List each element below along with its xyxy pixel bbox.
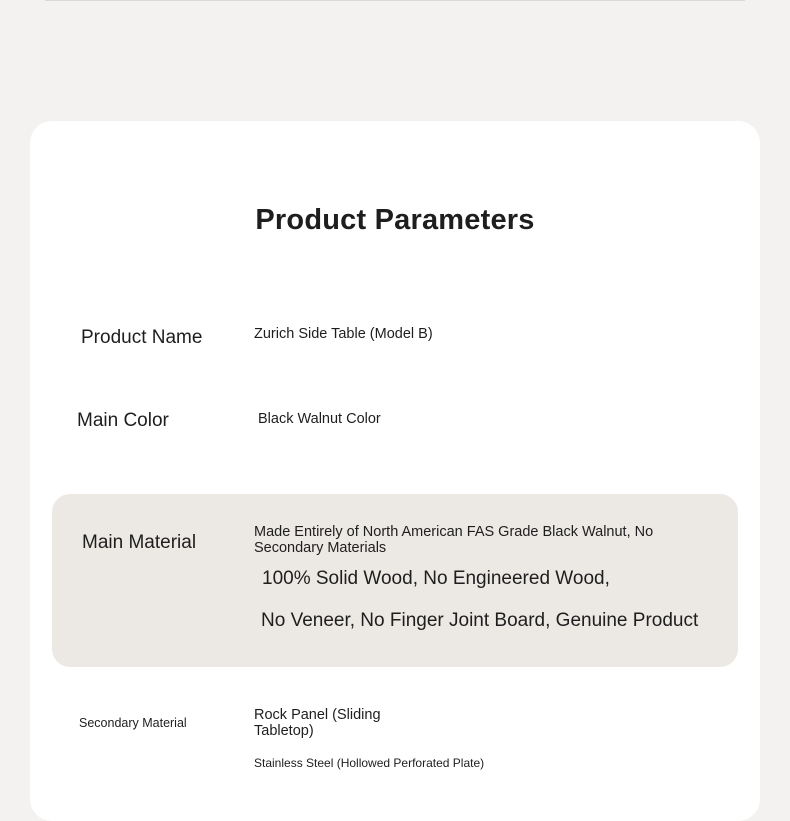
main-color-label: Main Color xyxy=(77,410,169,431)
main-material-description: Made Entirely of North American FAS Grade Black Walnut, No Secondary Materials xyxy=(254,524,654,556)
secondary-material-value-1: Rock Panel (Sliding Tabletop) xyxy=(254,707,381,739)
main-color-value: Black Walnut Color xyxy=(258,411,381,427)
secondary-material-label: Secondary Material xyxy=(79,716,187,730)
page-title: Product Parameters xyxy=(255,204,535,236)
product-name-label: Product Name xyxy=(81,327,203,348)
main-material-label: Main Material xyxy=(82,532,197,553)
product-name-value: Zurich Side Table (Model B) xyxy=(254,326,433,342)
main-material-claim-2: No Veneer, No Finger Joint Board, Genuine Product xyxy=(261,610,699,631)
top-divider xyxy=(45,0,745,1)
main-material-claim-1: 100% Solid Wood, No Engineered Wood, xyxy=(262,568,610,589)
secondary-material-value-2: Stainless Steel (Hollowed Perforated Plate) xyxy=(254,756,485,770)
